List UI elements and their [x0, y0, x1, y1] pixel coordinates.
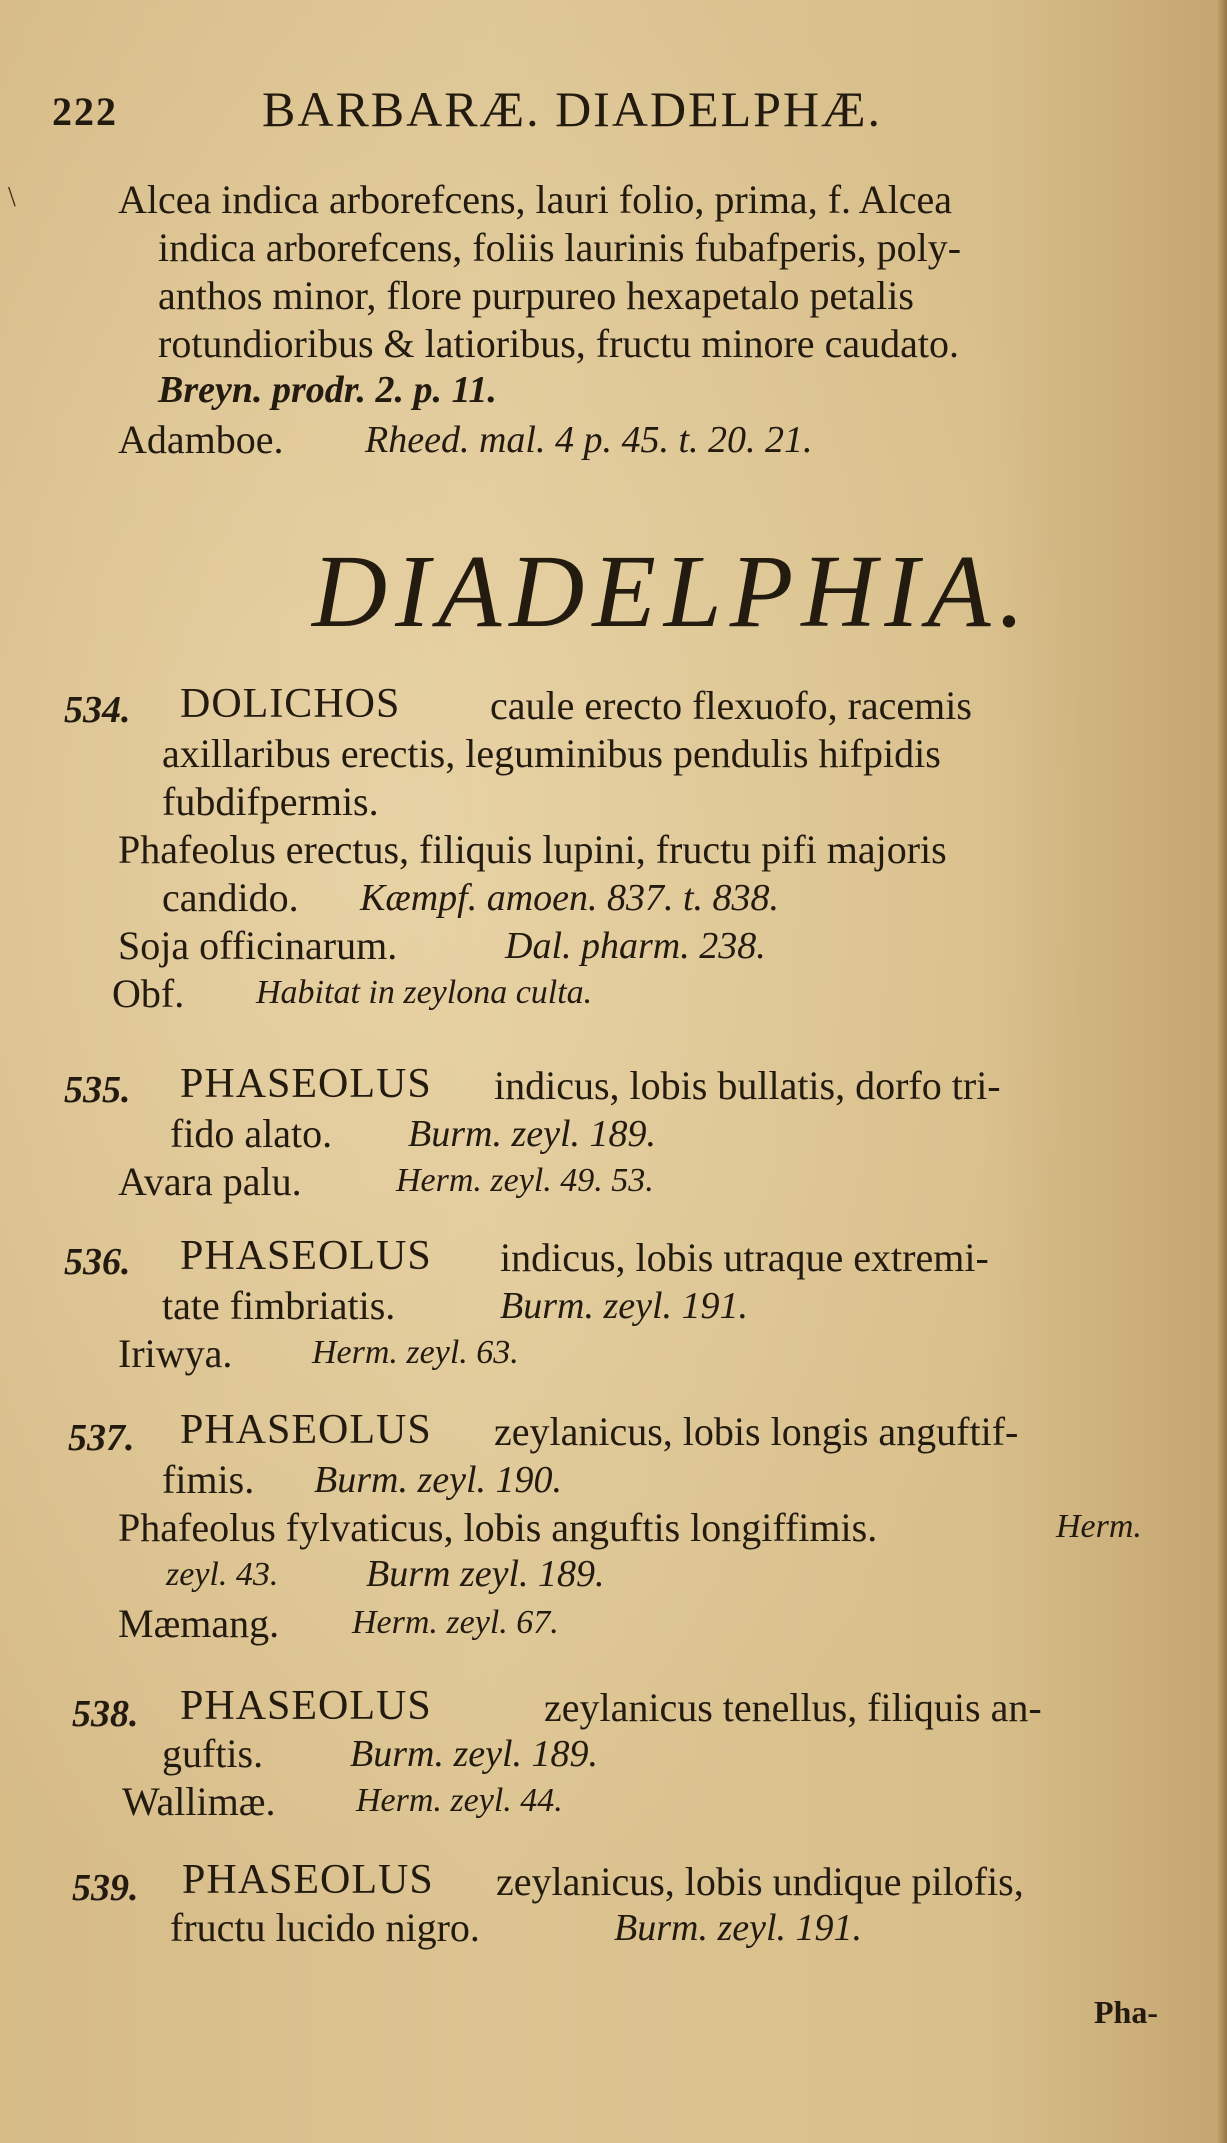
observation-label: Obf. — [112, 971, 185, 1016]
vernacular-ref: Herm. zeyl. 67. — [352, 1604, 559, 1641]
entry-ref: Burm. zeyl. 191. — [614, 1907, 863, 1949]
entry-ref: Burm. zeyl. 190. — [314, 1459, 563, 1501]
genus-name: PHASEOLUS — [182, 1857, 434, 1903]
synonym-ref: Dal. pharm. 238. — [505, 925, 766, 967]
entry-number: 535. — [64, 1069, 131, 1111]
vernacular-name: Wallimæ. — [122, 1779, 276, 1824]
vernacular-ref: Herm. zeyl. 49. 53. — [396, 1162, 654, 1199]
entry-text: guftis. — [162, 1731, 264, 1776]
synonym-text: Phafeolus fylvaticus, lobis anguftis longiffimis. — [118, 1505, 878, 1550]
alcea-line-3: anthos minor, flore purpureo hexapetalo petalis — [158, 273, 914, 318]
entry-number: 537. — [68, 1417, 135, 1459]
entry-text: indicus, lobis bullatis, dorfo tri- — [494, 1063, 1001, 1108]
page-edge-shadow — [1217, 0, 1227, 2143]
synonym-text: Soja officinarum. — [118, 923, 398, 968]
margin-mark: \ — [8, 182, 16, 213]
synonym-text: Phafeolus erectus, filiquis lupini, fructu pifi majoris — [118, 827, 947, 872]
genus-name: PHASEOLUS — [180, 1061, 432, 1107]
entry-text: fructu lucido nigro. — [170, 1905, 480, 1950]
entry-number: 538. — [72, 1693, 139, 1735]
synonym-ref: Herm. — [1056, 1508, 1142, 1545]
alcea-line-2: indica arborefcens, foliis laurinis fubafperis, poly- — [158, 225, 962, 270]
entry-ref: Burm. zeyl. 191. — [500, 1285, 749, 1327]
page-number: 222 — [52, 89, 118, 134]
synonym-ref: Kæmpf. amoen. 837. t. 838. — [360, 877, 780, 919]
entry-ref: Burm. zeyl. 189. — [350, 1733, 599, 1775]
catchword: Pha- — [1094, 1994, 1158, 2030]
running-title: BARBARÆ. DIADELPHÆ. — [262, 81, 883, 137]
entry-text: fubdifpermis. — [162, 779, 379, 824]
vernacular-ref: Herm. zeyl. 44. — [356, 1782, 563, 1819]
entry-text: tate fimbriatis. — [162, 1283, 396, 1328]
synonym-ref: zeyl. 43. — [166, 1556, 279, 1593]
alcea-reference: Breyn. prodr. 2. p. 11. — [158, 369, 497, 411]
entry-text: axillaribus erectis, leguminibus pendulis hifpidis — [162, 731, 941, 776]
vernacular-name: Mæmang. — [118, 1601, 280, 1646]
entry-text: fido alato. — [170, 1111, 333, 1156]
entry-text: fimis. — [162, 1457, 255, 1502]
vernacular-name: Avara palu. — [118, 1159, 302, 1204]
alcea-line-1: Alcea indica arborefcens, lauri folio, prima, f. Alcea — [118, 177, 953, 222]
entry-number: 536. — [64, 1241, 131, 1283]
entry-text: caule erecto flexuofo, racemis — [490, 683, 972, 728]
genus-name: DOLICHOS — [180, 681, 401, 727]
entry-text: zeylanicus, lobis undique pilofis, — [496, 1859, 1024, 1904]
entry-text: zeylanicus tenellus, filiquis an- — [544, 1685, 1042, 1730]
entry-text: indicus, lobis utraque extremi- — [500, 1235, 989, 1280]
genus-name: PHASEOLUS — [180, 1407, 432, 1453]
vernacular-ref: Herm. zeyl. 63. — [312, 1334, 519, 1371]
entry-text: zeylanicus, lobis longis anguftif- — [494, 1409, 1019, 1454]
alcea-vernacular: Adamboe. — [118, 417, 284, 462]
alcea-line-4: rotundioribus & latioribus, fructu minore caudato. — [158, 321, 959, 366]
genus-name: PHASEOLUS — [180, 1233, 432, 1279]
alcea-vernacular-ref: Rheed. mal. 4 p. 45. t. 20. 21. — [365, 419, 813, 461]
entry-number: 534. — [64, 689, 131, 731]
entry-ref: Burm. zeyl. 189. — [408, 1113, 657, 1155]
section-title: DIADELPHIA. — [312, 534, 1033, 649]
synonym-ref: Burm zeyl. 189. — [366, 1553, 605, 1595]
vernacular-name: Iriwya. — [118, 1331, 233, 1376]
synonym-text: candido. — [162, 875, 299, 920]
entry-number: 539. — [72, 1867, 139, 1909]
observation-text: Habitat in zeylona culta. — [256, 974, 593, 1011]
genus-name: PHASEOLUS — [180, 1683, 432, 1729]
